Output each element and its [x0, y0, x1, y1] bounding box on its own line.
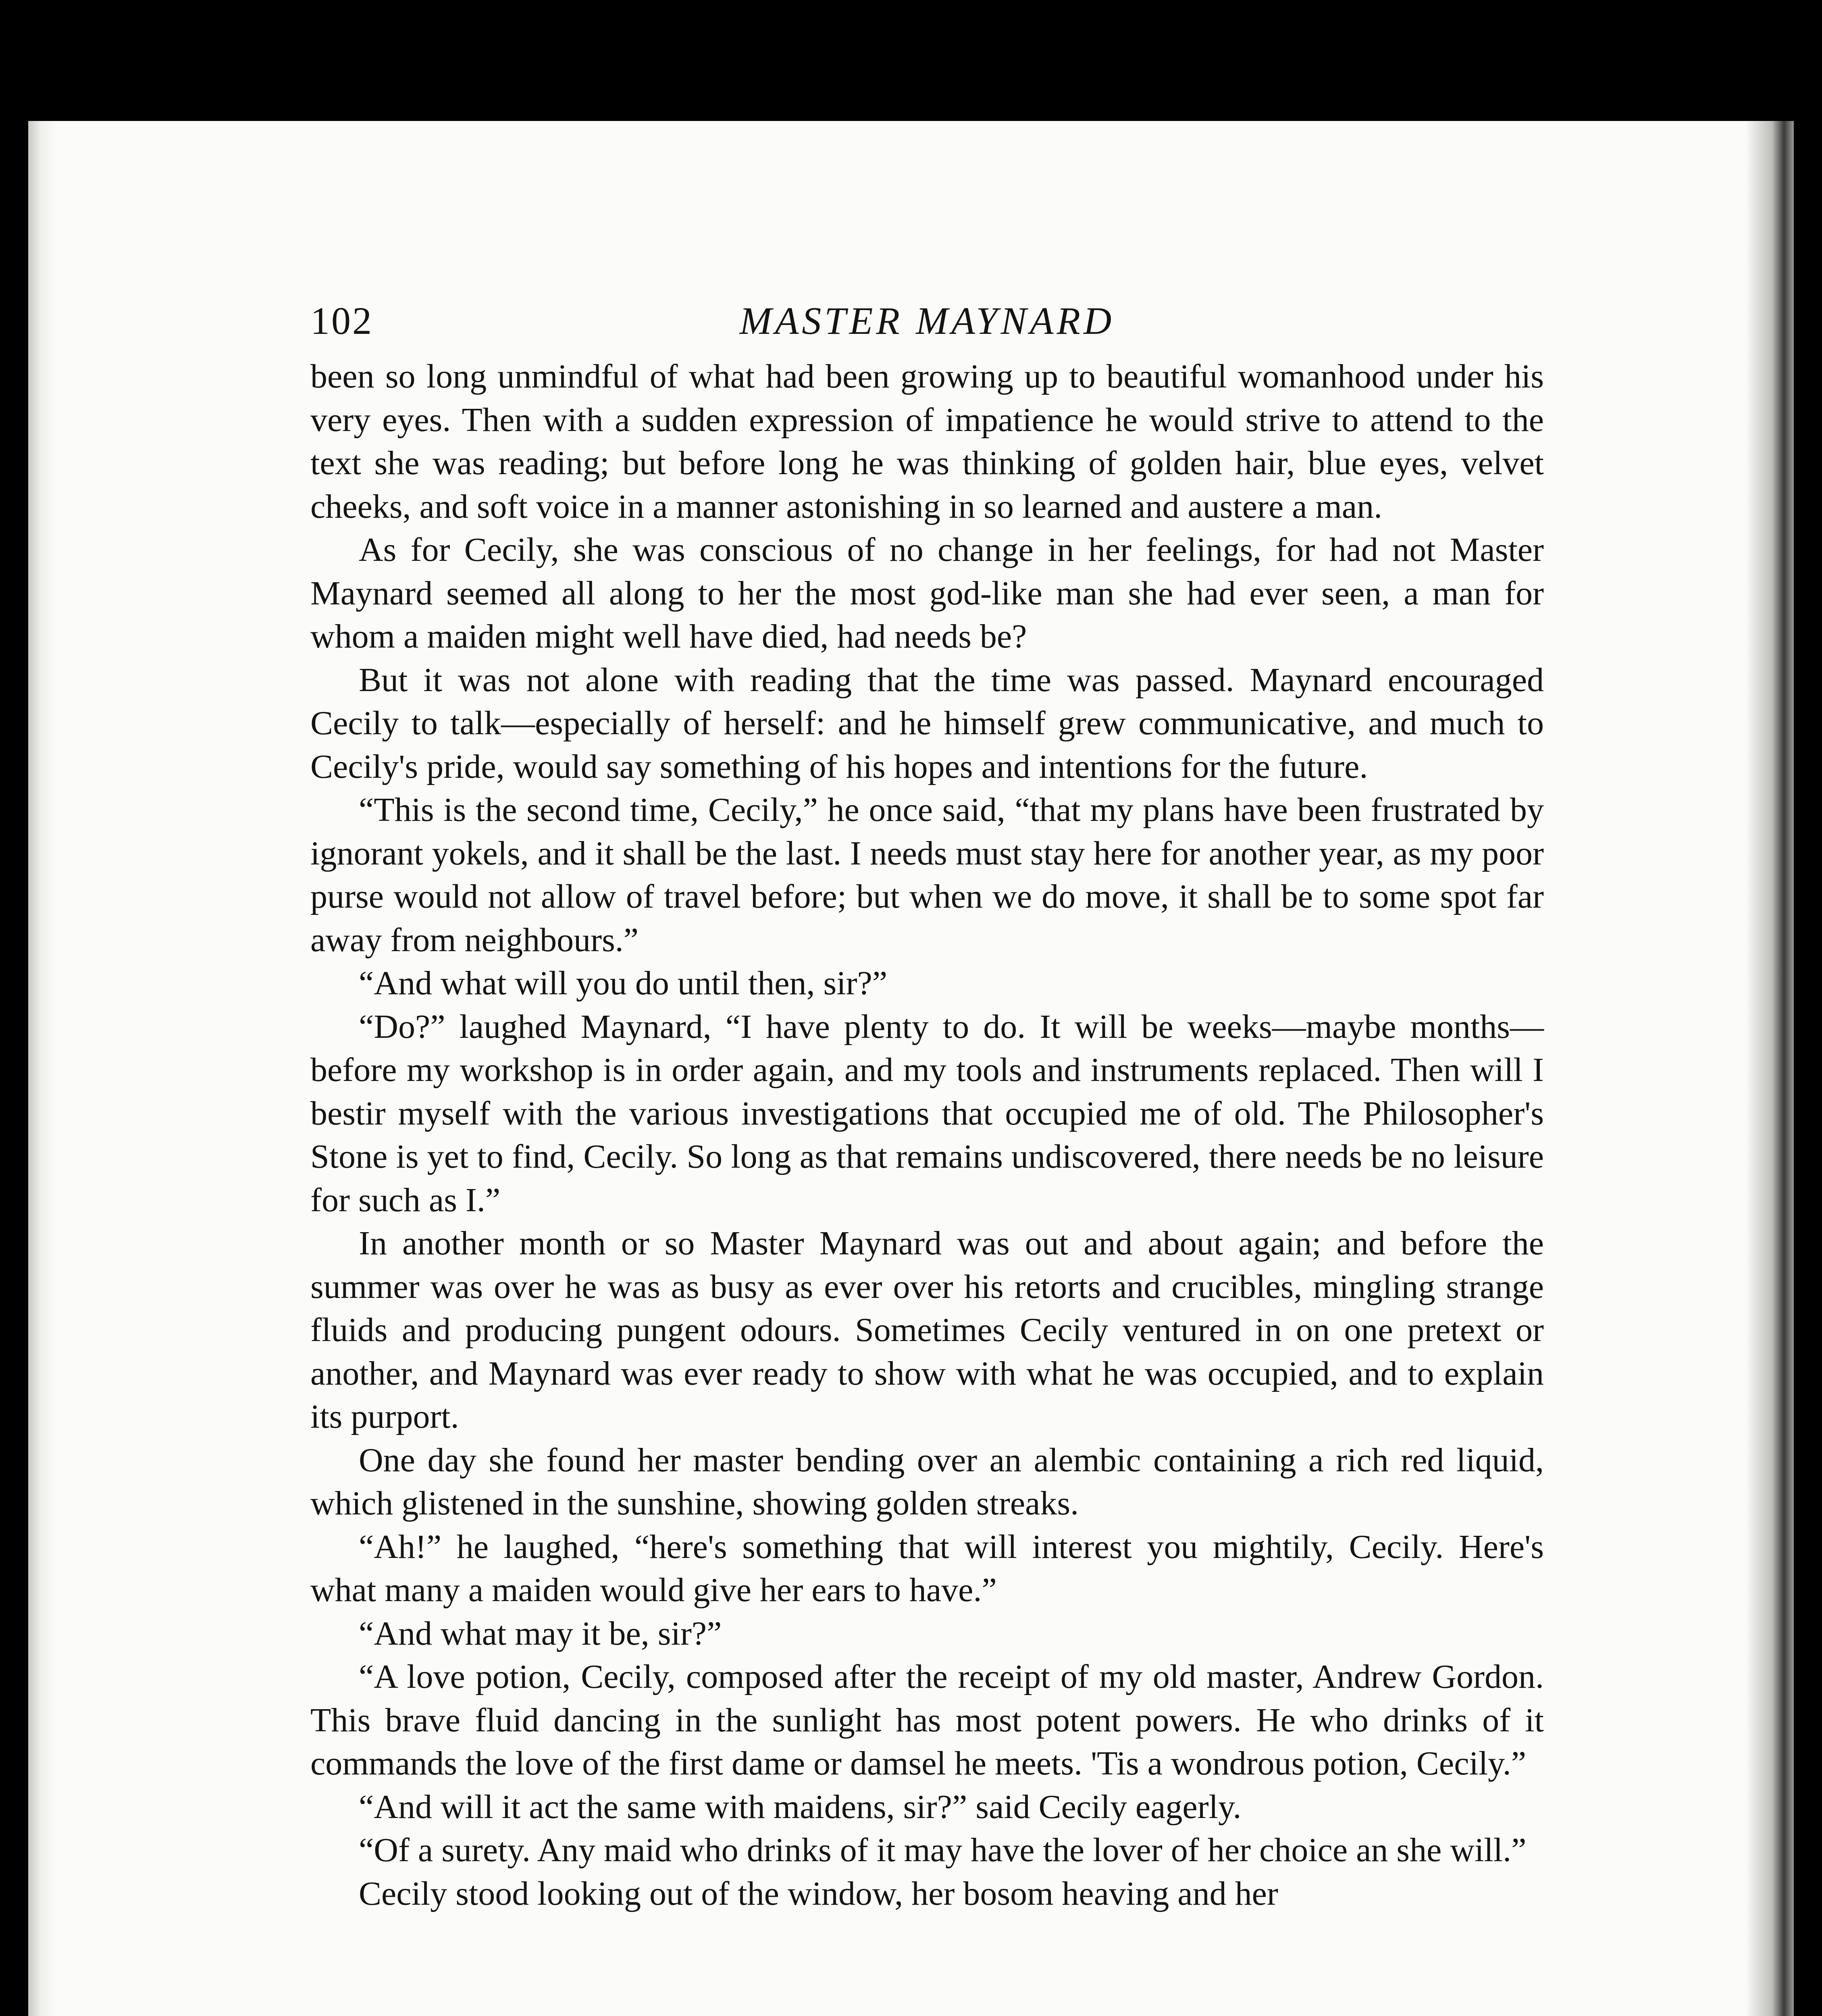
paragraph: Cecily stood looking out of the window, her bosom heaving and her [359, 1874, 1278, 1912]
paragraph: In another month or so Master Maynard was out and about again; and before the summer was over he was as busy as ever over his retorts and crucibles, mingling strange fluids and producing pungent odours. Sometimes Cecily ventured in on one pretext or another, and Maynard was ever ready to show with what he was occupied, and to explain its purport. [310, 1225, 1544, 1435]
paragraph: “Do?” laughed Maynard, “I have plenty to do. It will be weeks—maybe months—before my workshop is in order again, and my tools and instruments replaced. Then will I bestir myself with the various investigations that occupied me of old. The Philosopher's Stone is yet to find, Cecily. So long as that remains undiscovered, there needs be no leisure for such as I.” [310, 1008, 1544, 1219]
body-text [310, 355, 1544, 1915]
running-head: MASTER MAYNARD [739, 299, 1115, 342]
page-number: 102 [310, 299, 373, 342]
paragraph: “And what may it be, sir?” [359, 1614, 722, 1652]
page-edge-shadow [1745, 121, 1794, 2016]
paragraph: As for Cecily, she was conscious of no change in her feelings, for had not Master Maynard seemed all along to her the most god-like man she had ever seen, a man for whom a maiden might well have died, had needs be? [310, 531, 1544, 655]
page-gutter-shadow [28, 121, 56, 2016]
paragraph: been so long unmindful of what had been growing up to beautiful womanhood under his very eyes. Then with a sudden expression of impatience he would strive to attend to the text she was reading; but before long he was thinking of golden hair, blue eyes, velvet cheeks, and soft voice in a manner astonishing in so learned and austere a man. [310, 358, 1544, 525]
paragraph: “A love potion, Cecily, composed after the receipt of my old master, Andrew Gordon. This brave fluid dancing in the sunlight has most potent powers. He who drinks of it commands the love of the first dame or damsel he meets. 'Tis a wondrous potion, Cecily.” [310, 1658, 1544, 1782]
book-page [28, 121, 1794, 2016]
paragraph: “And what will you do until then, sir?” [359, 964, 888, 1002]
paragraph: “Ah!” he laughed, “here's something that will interest you mightily, Cecily. Here's what many a maiden would give her ears to have.” [310, 1528, 1544, 1609]
paragraph: “And will it act the same with maidens, sir?” said Cecily eagerly. [359, 1788, 1242, 1826]
page-header [310, 298, 1544, 355]
paragraph: “This is the second time, Cecily,” he once said, “that my plans have been frustrated by ignorant yokels, and it shall be the last. I needs must stay here for another year, as my poor purse would not allow of travel before; but when we do move, it shall be to some spot far away from neighbours.” [310, 791, 1544, 959]
paragraph: “Of a surety. Any maid who drinks of it may have the lover of her choice an she will.” [359, 1831, 1527, 1869]
paragraph: But it was not alone with reading that the time was passed. Maynard encouraged Cecily to talk—especially of herself: and he himself grew communicative, and much to Cecily's pride, would say something of his hopes and intentions for the future. [310, 661, 1544, 785]
paragraph: One day she found her master bending over an alembic containing a rich red liquid, which glistened in the sunshine, showing golden streaks. [310, 1441, 1544, 1522]
